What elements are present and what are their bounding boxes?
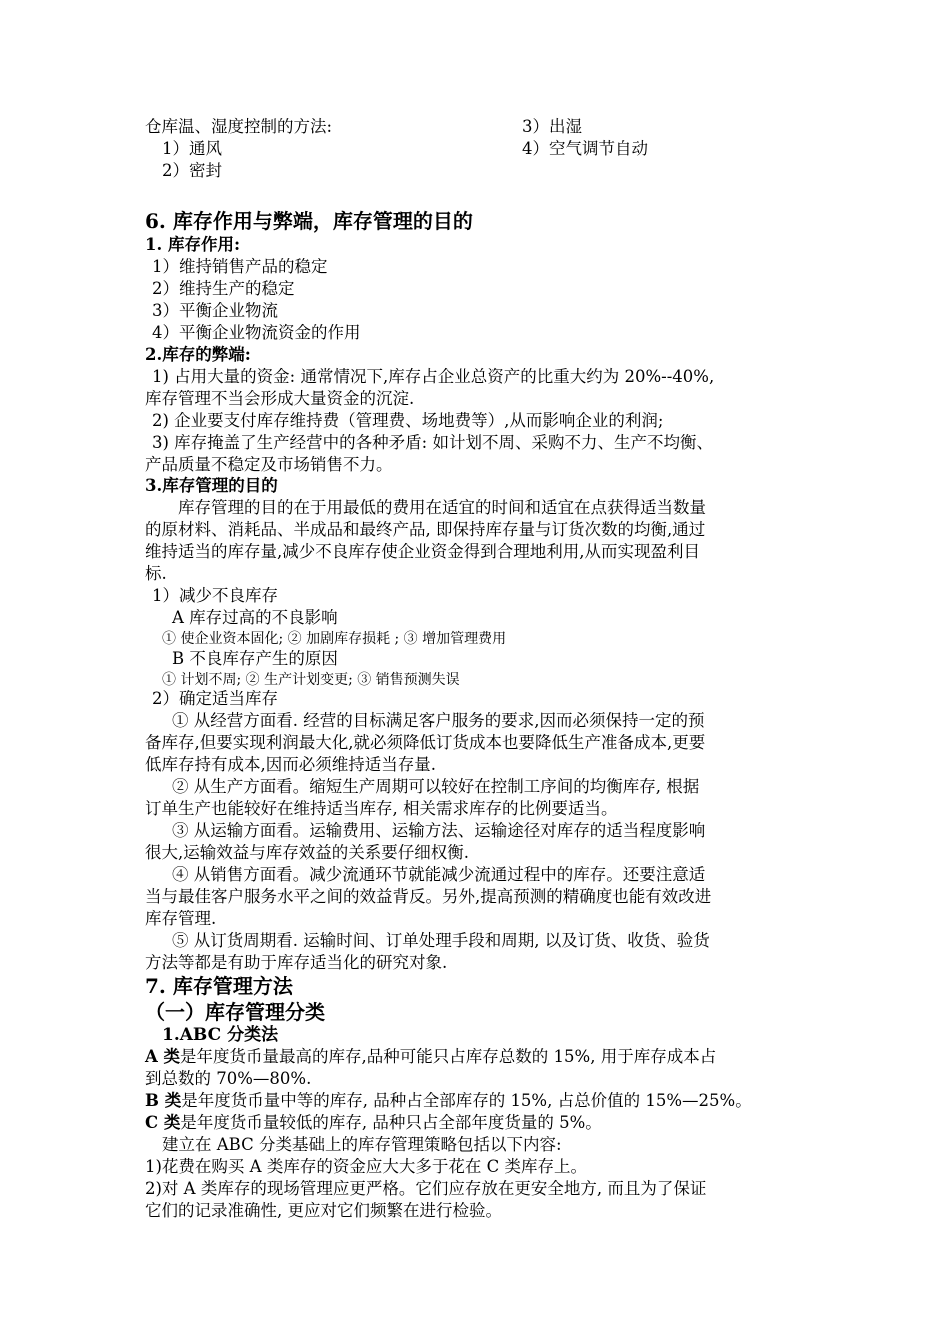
purpose-paragraph-line: 的原材料、消耗品、半成品和最终产品, 即保持库存量与订货次数的均衡,通过: [145, 520, 706, 539]
drawback-line: 3) 库存掩盖了生产经营中的各种矛盾: 如计划不周、采购不力、生产不均衡、: [152, 433, 713, 452]
purpose-paragraph-line: 库存管理的目的在于用最低的费用在适宜的时间和适宜在点获得适当数量: [178, 498, 706, 517]
determine-line: ③ 从运输方面看。运输费用、运输方法、运输途径对库存的适当程度影响: [172, 821, 706, 840]
section-7-heading: 7. 库存管理方法: [145, 974, 293, 998]
determine-line: ⑤ 从订货周期看. 运输时间、订单处理手段和周期, 以及订货、收货、验货: [172, 931, 710, 950]
drawback-line: 产品质量不稳定及市场销售不力。: [145, 455, 393, 474]
humidity-methods-title: 仓库温、湿度控制的方法:: [145, 117, 333, 136]
method-item: 2）密封: [162, 161, 222, 180]
method-item: 3）出湿: [522, 117, 582, 136]
method-item: 4）空气调节自动: [522, 139, 648, 158]
class-a-text: 是年度货币量最高的库存,品种可能只占库存总数的 15%, 用于库存成本占: [180, 1047, 717, 1066]
determine-line: 当与最佳客户服务水平之间的效益背反。另外,提高预测的精确度也能有效改进: [145, 887, 712, 906]
role-item: 3）平衡企业物流: [152, 301, 278, 320]
class-c-text: 是年度货币量较低的库存, 品种只占全部年度货量的 5%。: [180, 1113, 602, 1132]
high-inventory-effects-label: A 库存过高的不良影响: [172, 608, 338, 627]
determine-line: 订单生产也能较好在维持适当库存, 相关需求库存的比例要适当。: [145, 799, 618, 818]
class-c-line: [145, 1112, 602, 1134]
strategy-intro: 建立在 ABC 分类基础上的库存管理策略包括以下内容:: [162, 1135, 562, 1154]
section-7-subheading: （一）库存管理分类: [145, 1000, 325, 1024]
determine-line: 方法等都是有助于库存适当化的研究对象.: [145, 953, 448, 972]
class-b-line: [145, 1090, 752, 1112]
reduce-bad-inventory-label: 1）减少不良库存: [152, 586, 278, 605]
purpose-heading: 3.库存管理的目的: [145, 476, 278, 495]
section-6-heading: 6. 库存作用与弊端，库存管理的目的: [145, 209, 473, 233]
high-inventory-effects-items: ① 使企业资本固化; ② 加剧库存损耗 ; ③ 增加管理费用: [162, 631, 507, 647]
bad-inventory-causes-label: B 不良库存产生的原因: [172, 649, 338, 668]
method-item: 1）通风: [162, 139, 222, 158]
drawback-line: 1) 占用大量的资金: 通常情况下,库存占企业总资产的比重大约为 20%--40%,: [152, 367, 715, 386]
class-a-line-2: 到总数的 70%—80%.: [145, 1069, 312, 1088]
abc-method-heading: 1.ABC 分类法: [162, 1025, 279, 1045]
determine-line: ④ 从销售方面看。减少流通环节就能减少流通过程中的库存。还要注意适: [172, 865, 706, 884]
class-b-lead: B 类: [145, 1091, 182, 1110]
class-a-line: [145, 1046, 716, 1068]
drawback-line: 2) 企业要支付库存维持费（管理费、场地费等）,从而影响企业的利润;: [152, 411, 664, 430]
inventory-role-heading: 1. 库存作用:: [145, 235, 241, 254]
class-a-lead: A 类: [145, 1047, 181, 1066]
strategy-line: 它们的记录准确性, 更应对它们频繁在进行检验。: [145, 1201, 502, 1220]
determine-line: 很大,运输效益与库存效益的关系要仔细权衡.: [145, 843, 469, 862]
strategy-line: 2)对 A 类库存的现场管理应更严格。它们应存放在更安全地方, 而且为了保证: [145, 1179, 707, 1198]
bad-inventory-causes-items: ① 计划不周; ② 生产计划变更; ③ 销售预测失误: [162, 672, 460, 688]
drawbacks-heading: 2.库存的弊端:: [145, 345, 251, 364]
determine-line: ① 从经营方面看. 经营的目标满足客户服务的要求,因而必须保持一定的预: [172, 711, 705, 730]
strategy-line: 1)花费在购买 A 类库存的资金应大大多于花在 C 类库存上。: [145, 1157, 587, 1176]
determine-line: 备库存,但要实现利润最大化,就必须降低订货成本也要降低生产准备成本,更要: [145, 733, 706, 752]
role-item: 2）维持生产的稳定: [152, 279, 295, 298]
class-c-lead: C 类: [145, 1113, 181, 1132]
determine-line: 库存管理.: [145, 909, 217, 928]
class-b-text: 是年度货币量中等的库存, 品种占全部库存的 15%, 占总价值的 15%—25%。: [181, 1091, 752, 1110]
purpose-paragraph-line: 标.: [145, 564, 167, 583]
role-item: 1）维持销售产品的稳定: [152, 257, 328, 276]
determine-line: ② 从生产方面看。缩短生产周期可以较好在控制工序间的均衡库存, 根据: [172, 777, 700, 796]
purpose-paragraph-line: 维持适当的库存量,减少不良库存使企业资金得到合理地利用,从而实现盈利目: [145, 542, 700, 561]
role-item: 4）平衡企业物流资金的作用: [152, 323, 361, 342]
drawback-line: 库存管理不当会形成大量资金的沉淀.: [145, 389, 415, 408]
determine-inventory-label: 2）确定适当库存: [152, 689, 278, 708]
determine-line: 低库存持有成本,因而必须维持适当存量.: [145, 755, 436, 774]
